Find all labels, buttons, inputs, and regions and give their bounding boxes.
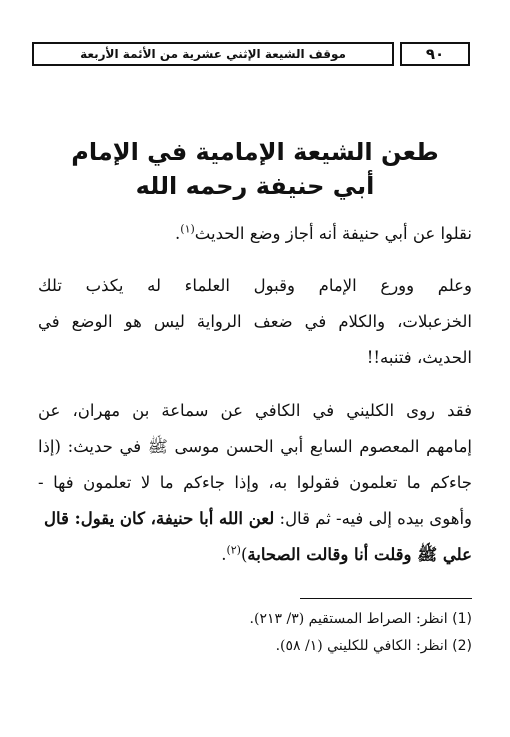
paragraph-3-line-3: جاءكم ما تعلمون فقولوا به، وإذا جاءكم ما لا تعلمون فها - <box>38 473 472 492</box>
paragraph-2-line-1: وعلم وورع الإمام وقبول العلماء له يكذب تلك <box>38 276 472 295</box>
footnote-2-text: انظر: الكافي للكليني (١/ ٥٨). <box>275 638 453 654</box>
closing-paren: ) <box>240 545 248 564</box>
paragraph-3-line-2: إمامهم المعصوم السابع أبي الحسن موسى ﷺ في حديث: (إذا <box>38 437 472 456</box>
paragraph-1-end: . <box>175 224 181 243</box>
quoted-curse-text: لعن الله أبا حنيفة، كان يقول: قال <box>44 509 275 528</box>
chapter-title-line-1: طعن الشيعة الإمامية في الإمام <box>71 138 439 166</box>
paragraph-3-line-1: فقد روى الكليني في الكافي عن سماعة بن مهران، عن <box>38 401 472 420</box>
footnote-2-number: (2) <box>452 638 472 654</box>
paragraph-3-line-5 <box>38 537 472 573</box>
paragraph-3-end: . <box>221 545 227 564</box>
paragraph-1 <box>38 216 472 252</box>
paragraph-1-text: نقلوا عن أبي حنيفة أنه أجاز وضع الحديث <box>194 224 472 243</box>
quoted-text-end: علي ﷺ وقلت أنا وقالت الصحابة <box>247 545 472 564</box>
paragraph-2-line-2: الخزعبلات، والكلام في ضعف الرواية ليس هو الوضع في <box>38 312 472 331</box>
footnote-1-text: انظر: الصراط المستقيم (٣/ ٢١٣). <box>249 611 453 627</box>
chapter-title-line-2: أبي حنيفة رحمه الله <box>135 172 375 200</box>
footnote-1 <box>38 607 472 631</box>
paragraph-3-line-4-text: وأهوى بيده إلى فيه- ثم قال: <box>274 509 472 528</box>
paragraph-3-line-4 <box>38 501 472 537</box>
footnote-ref-1: (١) <box>180 222 195 236</box>
running-title: موقف الشيعة الإثني عشرية من الأئمة الأربعة <box>32 42 394 66</box>
footnote-1-number: (1) <box>452 611 472 627</box>
footnote-separator <box>300 598 472 599</box>
paragraph-2-line-3: الحديث، فتنبه!! <box>366 348 472 367</box>
footnote-2 <box>38 634 472 658</box>
footnote-ref-2: (٢) <box>226 543 241 557</box>
running-header <box>32 42 470 66</box>
page-number: ٩٠ <box>400 42 470 66</box>
